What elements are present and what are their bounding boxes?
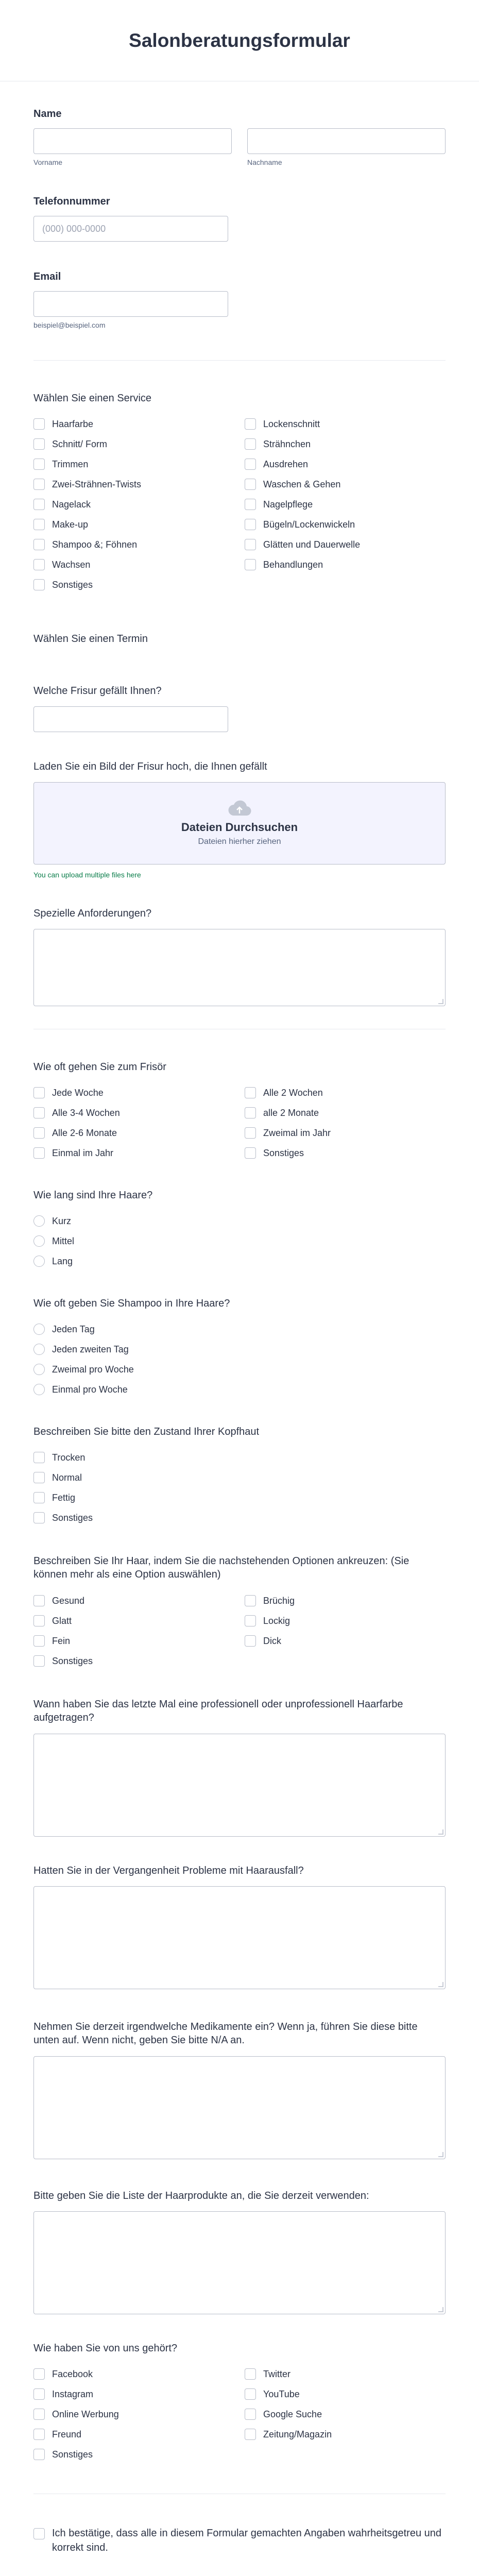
option-label: Behandlungen [263,559,323,570]
file-upload-dropzone[interactable] [33,782,446,865]
consent-text: Ich bestätige, dass alle in diesem Formular gemachten Angaben wahrheitsgetreu und korrekt sind. [52,2528,442,2553]
option-label: Jeden Tag [52,1324,95,1334]
frequency-question [33,1061,446,1161]
shampoo-options [33,1321,446,1398]
checkbox-option[interactable] [33,1613,234,1629]
checkbox-option[interactable] [33,1105,234,1121]
appointment-question [33,633,446,645]
option-label: Freund [52,2429,82,2439]
checkbox-option[interactable] [245,2426,446,2443]
radio-option[interactable] [33,1361,446,1378]
radio-button[interactable] [33,1344,45,1355]
option-label: Waschen & Gehen [263,479,341,489]
last-treatment-textarea[interactable] [33,1734,446,1837]
style-input[interactable] [33,706,228,732]
first-name-input[interactable] [33,128,232,154]
option-label: Zweimal pro Woche [52,1364,134,1375]
checkbox[interactable] [33,1452,45,1463]
form-body [0,108,479,2576]
option-label: Einmal pro Woche [52,1384,128,1395]
checkbox-option[interactable] [245,556,446,573]
email-question [33,271,446,329]
option-label: YouTube [263,2388,300,2399]
radio-button[interactable] [33,1235,45,1247]
checkbox[interactable] [33,559,45,570]
option-label: Nagelpflege [263,499,313,510]
checkbox-option[interactable] [245,476,446,493]
checkbox-option[interactable] [33,1125,234,1141]
checkbox[interactable] [245,519,256,530]
checkbox-option[interactable] [33,577,234,593]
checkbox[interactable] [245,1087,256,1098]
checkbox[interactable] [245,418,256,430]
style-question [33,685,446,732]
option-label: Sonstiges [52,2449,93,2460]
checkbox-option[interactable] [245,496,446,513]
frequency-label: Wie oft gehen Sie zum Frisör [33,1061,166,1073]
hair-options [33,1592,446,1669]
checkbox[interactable] [245,1147,256,1159]
option-label: Glatt [52,1615,72,1626]
checkbox-option[interactable] [33,1510,446,1526]
medication-textarea[interactable] [33,2056,446,2159]
consent-checkbox[interactable] [33,2528,45,2539]
referral-label: Wie haben Sie von uns gehört? [33,2343,178,2354]
checkbox[interactable] [33,1147,45,1159]
last-name-input[interactable] [247,128,446,154]
separator [33,360,446,361]
radio-button[interactable] [33,1215,45,1227]
drag-files-label: Dateien hierher ziehen [198,837,281,846]
checkbox-option[interactable] [245,516,446,533]
option-label: Fettig [52,1492,76,1503]
phone-question [33,196,446,242]
referral-options [33,2366,446,2463]
option-label: Facebook [52,2368,93,2379]
option-label: Kurz [52,1215,72,1226]
checkbox[interactable] [245,2368,256,2380]
scalp-options [33,1449,446,1526]
hair-loss-label: Hatten Sie in der Vergangenheit Probleme mit Haarausfall? [33,1865,304,1876]
checkbox-option[interactable] [33,436,234,452]
referral-question [33,2343,446,2463]
checkbox[interactable] [33,479,45,490]
checkbox[interactable] [33,1595,45,1606]
checkbox-option[interactable] [33,1084,234,1101]
checkbox-option[interactable] [33,536,234,553]
checkbox-option[interactable] [33,476,234,493]
requests-textarea[interactable] [33,929,446,1006]
length-question [33,1190,446,1269]
checkbox[interactable] [245,1615,256,1626]
checkbox-option[interactable] [245,1084,446,1101]
option-label: Brüchig [263,1595,295,1606]
checkbox[interactable] [33,499,45,510]
checkbox-option[interactable] [33,2406,234,2422]
requests-label: Spezielle Anforderungen? [33,908,152,919]
checkbox-option[interactable] [33,2426,234,2443]
checkbox[interactable] [245,1107,256,1118]
checkbox-option[interactable] [245,536,446,553]
checkbox[interactable] [245,2409,256,2420]
service-options [33,416,446,593]
products-textarea[interactable] [33,2211,446,2314]
checkbox-option[interactable] [33,2386,234,2402]
option-label: Instagram [52,2388,94,2399]
checkbox-option[interactable] [245,1105,446,1121]
option-label: Google Suche [263,2409,322,2419]
option-label: Schnitt/ Form [52,438,108,449]
radio-button[interactable] [33,1384,45,1395]
option-label: Alle 2 Wochen [263,1087,323,1098]
option-label: Haarfarbe [52,418,94,429]
checkbox-option[interactable] [33,1633,234,1649]
checkbox-option[interactable] [245,1125,446,1141]
option-label: Lang [52,1256,73,1266]
service-label: Wählen Sie einen Service [33,393,152,404]
checkbox[interactable] [33,1087,45,1098]
form-header [0,0,479,81]
option-label: Einmal im Jahr [52,1147,114,1158]
option-label: Zwei-Strähnen-Twists [52,479,142,489]
hair-loss-question [33,1865,446,1989]
checkbox-option[interactable] [33,456,234,472]
option-label: Bügeln/Lockenwickeln [263,519,355,530]
option-label: Normal [52,1472,82,1483]
checkbox-option[interactable] [33,1469,446,1486]
checkbox[interactable] [33,1655,45,1667]
checkbox-option[interactable] [245,456,446,472]
scalp-label: Beschreiben Sie bitte den Zustand Ihrer Kopfhaut [33,1426,260,1437]
hair-question [33,1554,446,1669]
option-label: Strähnchen [263,438,311,449]
first-name-sublabel: Vorname [33,158,63,166]
checkbox[interactable] [245,499,256,510]
radio-option[interactable] [33,1233,446,1249]
option-label: Sonstiges [52,1655,93,1666]
checkbox-option[interactable] [33,2446,234,2463]
checkbox-option[interactable] [33,1145,234,1161]
browse-files-label[interactable]: Dateien Durchsuchen [181,821,298,834]
checkbox[interactable] [245,479,256,490]
email-input[interactable] [33,291,228,317]
checkbox[interactable] [33,519,45,530]
checkbox[interactable] [245,1595,256,1606]
scalp-question [33,1426,446,1526]
checkbox-option[interactable] [245,436,446,452]
checkbox[interactable] [33,1512,45,1523]
checkbox[interactable] [33,1472,45,1483]
checkbox-option[interactable] [33,1449,446,1466]
checkbox-option[interactable] [245,416,446,432]
option-label: Fein [52,1635,71,1646]
option-label: Sonstiges [263,1147,304,1158]
medication-question [33,2020,446,2159]
checkbox[interactable] [33,1635,45,1647]
phone-label: Telefonnummer [33,196,110,207]
checkbox[interactable] [245,2388,256,2400]
option-label: Trimmen [52,459,89,469]
email-sublabel: beispiel@beispiel.com [33,321,106,329]
checkbox[interactable] [33,418,45,430]
checkbox[interactable] [33,2409,45,2420]
checkbox[interactable] [245,459,256,470]
checkbox[interactable] [245,559,256,570]
phone-input[interactable]: (000) 000-0000 [33,216,228,242]
products-question [33,2190,446,2314]
checkbox[interactable] [33,438,45,450]
radio-option[interactable] [33,1341,446,1358]
checkbox[interactable] [33,2368,45,2380]
checkbox[interactable] [33,579,45,590]
checkbox-option[interactable] [33,1653,234,1669]
checkbox[interactable] [33,1615,45,1626]
hair-label: Beschreiben Sie Ihr Haar, indem Sie die nachstehenden Optionen ankreuzen: (Sie können mehr als eine Option auswählen) [33,1555,409,1580]
name-question [33,108,446,166]
checkbox-option[interactable] [33,1592,234,1609]
page-title: Salonberatungsformular [129,29,350,51]
checkbox[interactable] [245,438,256,450]
option-label: Jeden zweiten Tag [52,1344,129,1354]
option-label: Twitter [263,2368,291,2379]
frequency-options [33,1084,446,1161]
option-label: Lockenschnitt [263,418,320,429]
radio-option[interactable] [33,1381,446,1398]
checkbox[interactable] [33,2388,45,2400]
option-label: Alle 3-4 Wochen [52,1107,120,1118]
option-label: Zeitung/Magazin [263,2429,332,2439]
products-label: Bitte geben Sie die Liste der Haarprodukte an, die Sie derzeit verwenden: [33,2190,369,2201]
radio-button[interactable] [33,1364,45,1375]
radio-option[interactable] [33,1213,446,1229]
service-question [33,393,446,593]
checkbox[interactable] [33,2429,45,2440]
checkbox-option[interactable] [33,496,234,513]
hair-loss-textarea[interactable] [33,1886,446,1989]
checkbox-option[interactable] [33,556,234,573]
checkbox-option[interactable] [33,416,234,432]
style-label: Welche Frisur gefällt Ihnen? [33,685,162,697]
option-label: Gesund [52,1595,85,1606]
checkbox[interactable] [33,2449,45,2460]
radio-button[interactable] [33,1256,45,1267]
checkbox-option[interactable] [245,2406,446,2422]
upload-label: Laden Sie ein Bild der Frisur hoch, die Ihnen gefällt [33,761,267,772]
email-label: Email [33,271,61,282]
option-label: Glätten und Dauerwelle [263,539,361,550]
option-label: Zweimal im Jahr [263,1127,331,1138]
checkbox[interactable] [245,539,256,550]
name-label: Name [33,108,62,120]
requests-question [33,908,446,1006]
length-label: Wie lang sind Ihre Haare? [33,1190,153,1201]
cloud-upload-icon [228,800,251,817]
checkbox[interactable] [33,1127,45,1139]
checkbox-option[interactable] [245,1592,446,1609]
checkbox[interactable] [245,1127,256,1139]
radio-option[interactable] [33,1321,446,1337]
last-name-sublabel: Nachname [247,158,282,166]
checkbox-option[interactable] [245,1633,446,1649]
checkbox[interactable] [245,2429,256,2440]
checkbox[interactable] [245,1635,256,1647]
option-label: Trocken [52,1452,85,1463]
length-options [33,1213,446,1269]
appointment-label: Wählen Sie einen Termin [33,633,148,645]
option-label: Lockig [263,1615,290,1626]
checkbox[interactable] [33,539,45,550]
checkbox-option[interactable] [245,2366,446,2382]
checkbox[interactable] [33,1492,45,1503]
checkbox-option[interactable] [33,516,234,533]
option-label: alle 2 Monate [263,1107,319,1118]
checkbox-option[interactable] [245,1145,446,1161]
medication-label: Nehmen Sie derzeit irgendwelche Medikamente ein? Wenn ja, führen Sie diese bitte unten auf. Wenn nicht, geben Sie bitte N/A an. [33,2021,418,2046]
upload-question [33,761,446,879]
shampoo-question [33,1298,446,1398]
consent-checkbox-row[interactable] [33,2526,446,2555]
checkbox-option[interactable] [245,2386,446,2402]
option-label: Make-up [52,519,89,530]
option-label: Online Werbung [52,2409,119,2419]
upload-hint: You can upload multiple files here [33,871,141,879]
last-treatment-question [33,1698,446,1837]
option-label: Shampoo &; Föhnen [52,539,138,550]
option-label: Dick [263,1635,281,1646]
checkbox[interactable] [33,1107,45,1118]
option-label: Nagelack [52,499,91,510]
last-treatment-label: Wann haben Sie das letzte Mal eine professionell oder unprofessionell Haarfarbe aufgetragen? [33,1699,403,1723]
checkbox-option[interactable] [33,2366,234,2382]
option-label: Sonstiges [52,1512,93,1523]
checkbox-option[interactable] [245,1613,446,1629]
option-label: Wachsen [52,559,91,570]
option-label: Jede Woche [52,1087,104,1098]
option-label: Alle 2-6 Monate [52,1127,117,1138]
option-label: Sonstiges [52,579,93,590]
option-label: Mittel [52,1235,75,1246]
option-label: Ausdrehen [263,459,309,469]
radio-option[interactable] [33,1253,446,1269]
radio-button[interactable] [33,1324,45,1335]
checkbox[interactable] [33,459,45,470]
shampoo-label: Wie oft geben Sie Shampoo in Ihre Haare? [33,1298,230,1309]
checkbox-option[interactable] [33,1489,446,1506]
